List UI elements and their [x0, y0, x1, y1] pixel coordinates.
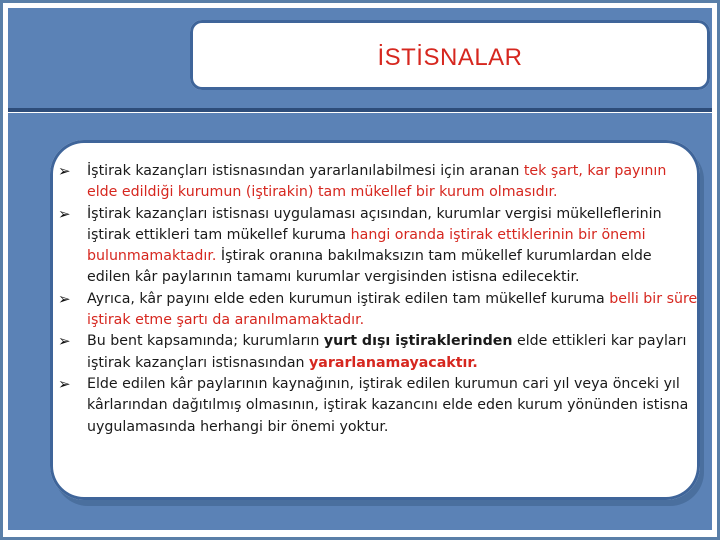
item-text: İştirak kazançları istisnası uygulaması açısından, kurumlar vergisi mükelleflerinin iştirak ettikleri tam mükellef kuruma	[87, 205, 662, 243]
page-title: İSTİSNALAR	[377, 44, 523, 71]
arrow-bullet-icon: ➢	[58, 332, 71, 351]
arrow-bullet-icon: ➢	[58, 374, 71, 393]
arrow-bullet-icon: ➢	[58, 204, 71, 223]
item-text: İştirak kazançları istisnasından yararlanılabilmesi için aranan	[87, 163, 524, 179]
item-highlight: tek şart, kar payının elde edildiği kurumun (iştirakin) tam mükellef bir kurum olmasıdır.	[87, 163, 667, 201]
list-item	[58, 161, 698, 204]
item-text: Elde edilen kâr paylarının kaynağının, iştirak edilen kurumun cari yıl veya önceki yıl kârlarından dağıtılmış olmasının, iştirak kazancını elde eden kurum yönünden istisna uygulamasında herhangi bir önemi yoktur.	[87, 375, 689, 435]
title-box	[190, 20, 710, 90]
list-item	[58, 331, 698, 374]
list-item	[58, 374, 698, 438]
item-highlight: yararlanamayacaktır.	[309, 354, 478, 371]
arrow-bullet-icon: ➢	[58, 162, 71, 180]
item-highlight: belli bir süre iştirak etme şartı da aranılmamaktadır.	[87, 290, 698, 329]
item-text: İştirak oranına bakılmaksızın tam mükellef kurumlardan elde edilen kâr paylarının tamamı kurumlar vergisinden istisna edilecektir.	[87, 248, 652, 286]
bullet-list	[58, 161, 698, 438]
list-item	[58, 289, 698, 332]
list-item	[58, 204, 698, 289]
item-bold: yurt dışı iştiraklerinden	[323, 333, 513, 350]
item-text: elde ettikleri kar payları iştirak kazançları istisnasından	[87, 333, 687, 371]
item-text: Bu bent kapsamında; kurumların	[87, 333, 324, 350]
item-text: Ayrıca, kâr payını elde eden kurumun iştirak edilen tam mükellef kuruma	[87, 290, 610, 307]
item-highlight: hangi oranda iştirak ettiklerinin bir önemi bulunmamaktadır.	[87, 226, 646, 265]
arrow-bullet-icon: ➢	[58, 289, 71, 308]
